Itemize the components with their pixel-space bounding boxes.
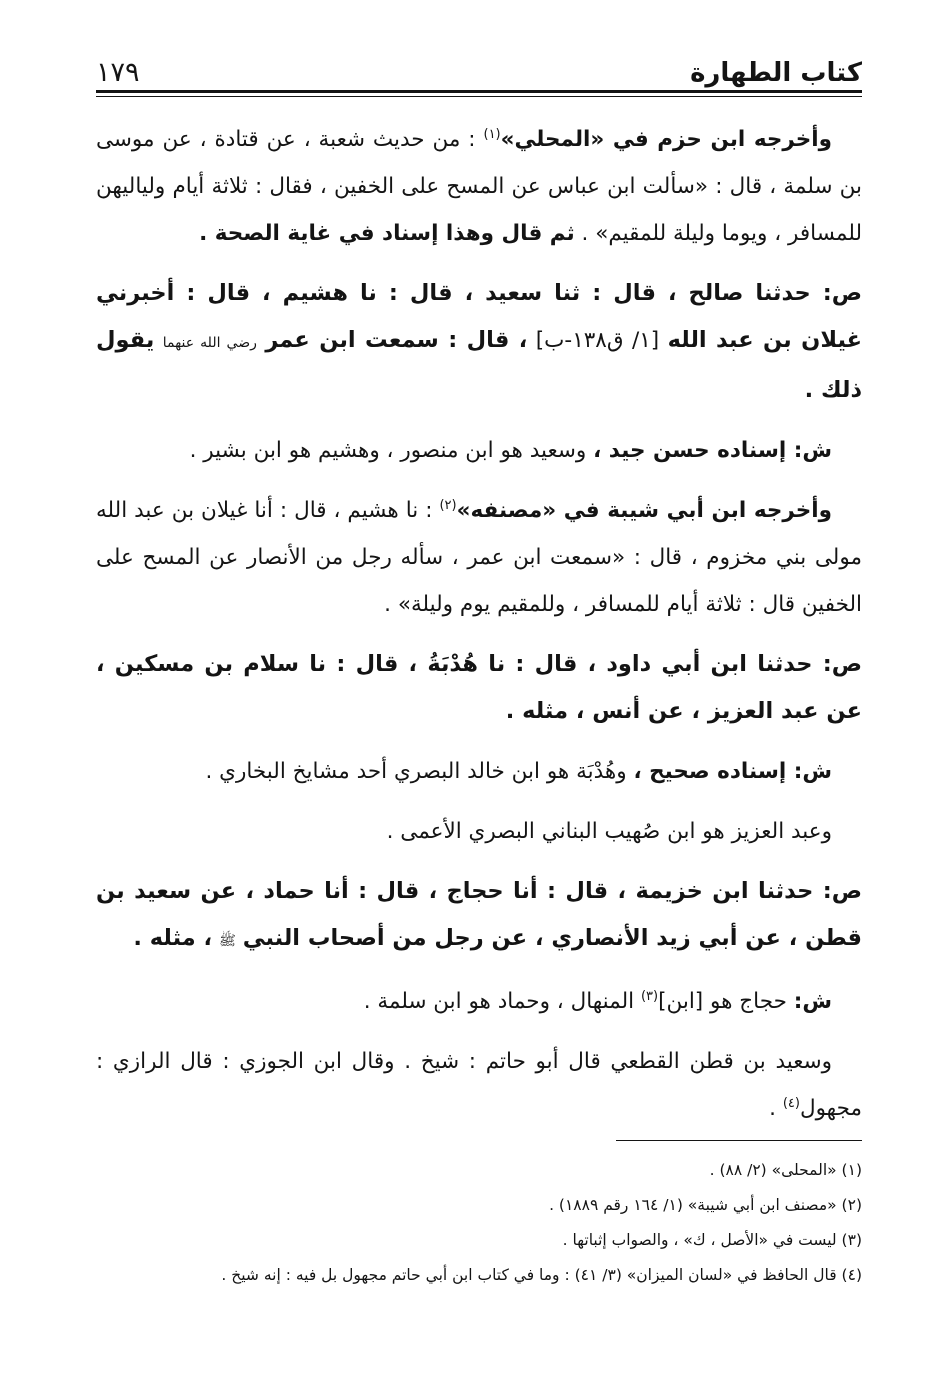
page-number: ١٧٩ <box>96 57 140 88</box>
paragraph-8-text2: ، مثله . <box>133 925 213 951</box>
paragraph-9-text1: حجاج هو [ابن] <box>658 989 787 1014</box>
book-title: كتاب الطهارة <box>690 58 862 88</box>
header-rule-thick <box>96 90 862 93</box>
paragraph-10-end: . <box>769 1096 776 1121</box>
paragraph-3-text: وسعيد هو ابن منصور ، وهشيم هو ابن بشير . <box>189 438 587 463</box>
paragraph-5 <box>96 641 862 735</box>
paragraph-6 <box>96 748 862 795</box>
footnote-1: (١) «المحلى» (٢/ ٨٨) . <box>709 1161 862 1179</box>
paragraph-2-bracket: [١/ ق١٣٨-ب] <box>535 328 660 353</box>
paragraph-8-text1: ص: حدثنا ابن خزيمة ، قال : أنا حجاج ، قال : أنا حماد ، عن سعيد بن قطن ، عن أبي زيد الأنصاري ، عن رجل من أصحاب النبي <box>96 878 862 951</box>
footnote-ref-3: (٣) <box>640 988 659 1004</box>
paragraph-10 <box>96 1038 862 1132</box>
paragraph-1-tail: ثم قال وهذا إسناد في غاية الصحة . <box>199 221 575 246</box>
paragraph-2-text3: يقول ذلك . <box>96 327 862 403</box>
paragraph-3-lead: ش: إسناده حسن جيد ، <box>593 438 832 463</box>
footnote-ref-1: (١) <box>483 126 501 142</box>
honorific-mark: رضي الله عنهما <box>162 335 257 351</box>
paragraph-2-text2: ، قال : سمعت ابن عمر <box>265 327 528 353</box>
header-rule-thin <box>96 96 862 97</box>
footnote-separator <box>616 1140 862 1141</box>
paragraph-1-text: : من حديث شعبة ، عن قتادة ، عن موسى بن سلمة ، قال : «سألت ابن عباس عن المسح على الخفين ، فقال : ثلاثة أيام ولياليهن للمسافر ، ويوما وليلة للمقيم» . <box>96 127 862 246</box>
paragraph-8 <box>96 868 862 965</box>
paragraph-1-lead: وأخرجه ابن حزم في «المحلي» <box>500 127 832 152</box>
footnote-ref-2: (٢) <box>439 497 457 513</box>
paragraph-7 <box>96 808 862 855</box>
paragraph-9-lead: ش: <box>793 989 832 1014</box>
footnotes <box>96 1153 862 1293</box>
page-header <box>96 44 862 88</box>
honorific-mark: ﷺ <box>218 933 236 949</box>
paragraph-1 <box>96 116 862 257</box>
paragraph-2 <box>96 270 862 414</box>
paragraph-4-lead: وأخرجه ابن أبي شيبة في «مصنفه» <box>456 498 832 523</box>
paragraph-5-text: ص: حدثنا ابن أبي داود ، قال : نا هُدْبَةُ ، قال : نا سلام بن مسكين ، عن عبد العزيز ، عن أنس ، مثله . <box>96 651 862 724</box>
main-text <box>96 116 862 1145</box>
paragraph-10-text: وسعيد بن قطن القطعي قال أبو حاتم : شيخ . وقال ابن الجوزي : قال الرازي : مجهول <box>96 1049 862 1121</box>
paragraph-9-text2: المنهال ، وحماد هو ابن سلمة . <box>363 989 635 1014</box>
paragraph-4 <box>96 487 862 628</box>
paragraph-6-lead: ش: إسناده صحيح ، <box>633 759 832 784</box>
footnote-3: (٣) ليست في «الأصل ، ك» ، والصواب إثباتها . <box>562 1231 862 1249</box>
paragraph-7-text: وعبد العزيز هو ابن صُهيب البناني البصري الأعمى . <box>386 819 832 844</box>
paragraph-9 <box>96 978 862 1025</box>
paragraph-3 <box>96 427 862 474</box>
footnote-4: (٤) قال الحافظ في «لسان الميزان» (٣/ ٤١) : وما في كتاب ابن أبي حاتم مجهول بل فيه : إنه شيخ . <box>221 1266 862 1284</box>
paragraph-2-text1: ص: حدثنا صالح ، قال : ثنا سعيد ، قال : نا هشيم ، قال : أخبرني غيلان بن عبد الله <box>96 280 863 353</box>
footnote-2: (٢) «مصنف ابن أبي شيبة» (١/ ١٦٤ رقم ١٨٨٩) . <box>549 1196 862 1214</box>
paragraph-6-text: وهُدْبَة هو ابن خالد البصري أحد مشايخ البخاري . <box>205 759 627 784</box>
footnote-ref-4: (٤) <box>782 1095 800 1111</box>
paragraph-4-text: : نا هشيم ، قال : أنا غيلان بن عبد الله مولى بني مخزوم ، قال : «سمعت ابن عمر ، سأله رجل من الأنصار عن المسح على الخفين قال : ثلاثة أيام للمسافر ، وللمقيم يوم وليلة» . <box>96 498 862 617</box>
